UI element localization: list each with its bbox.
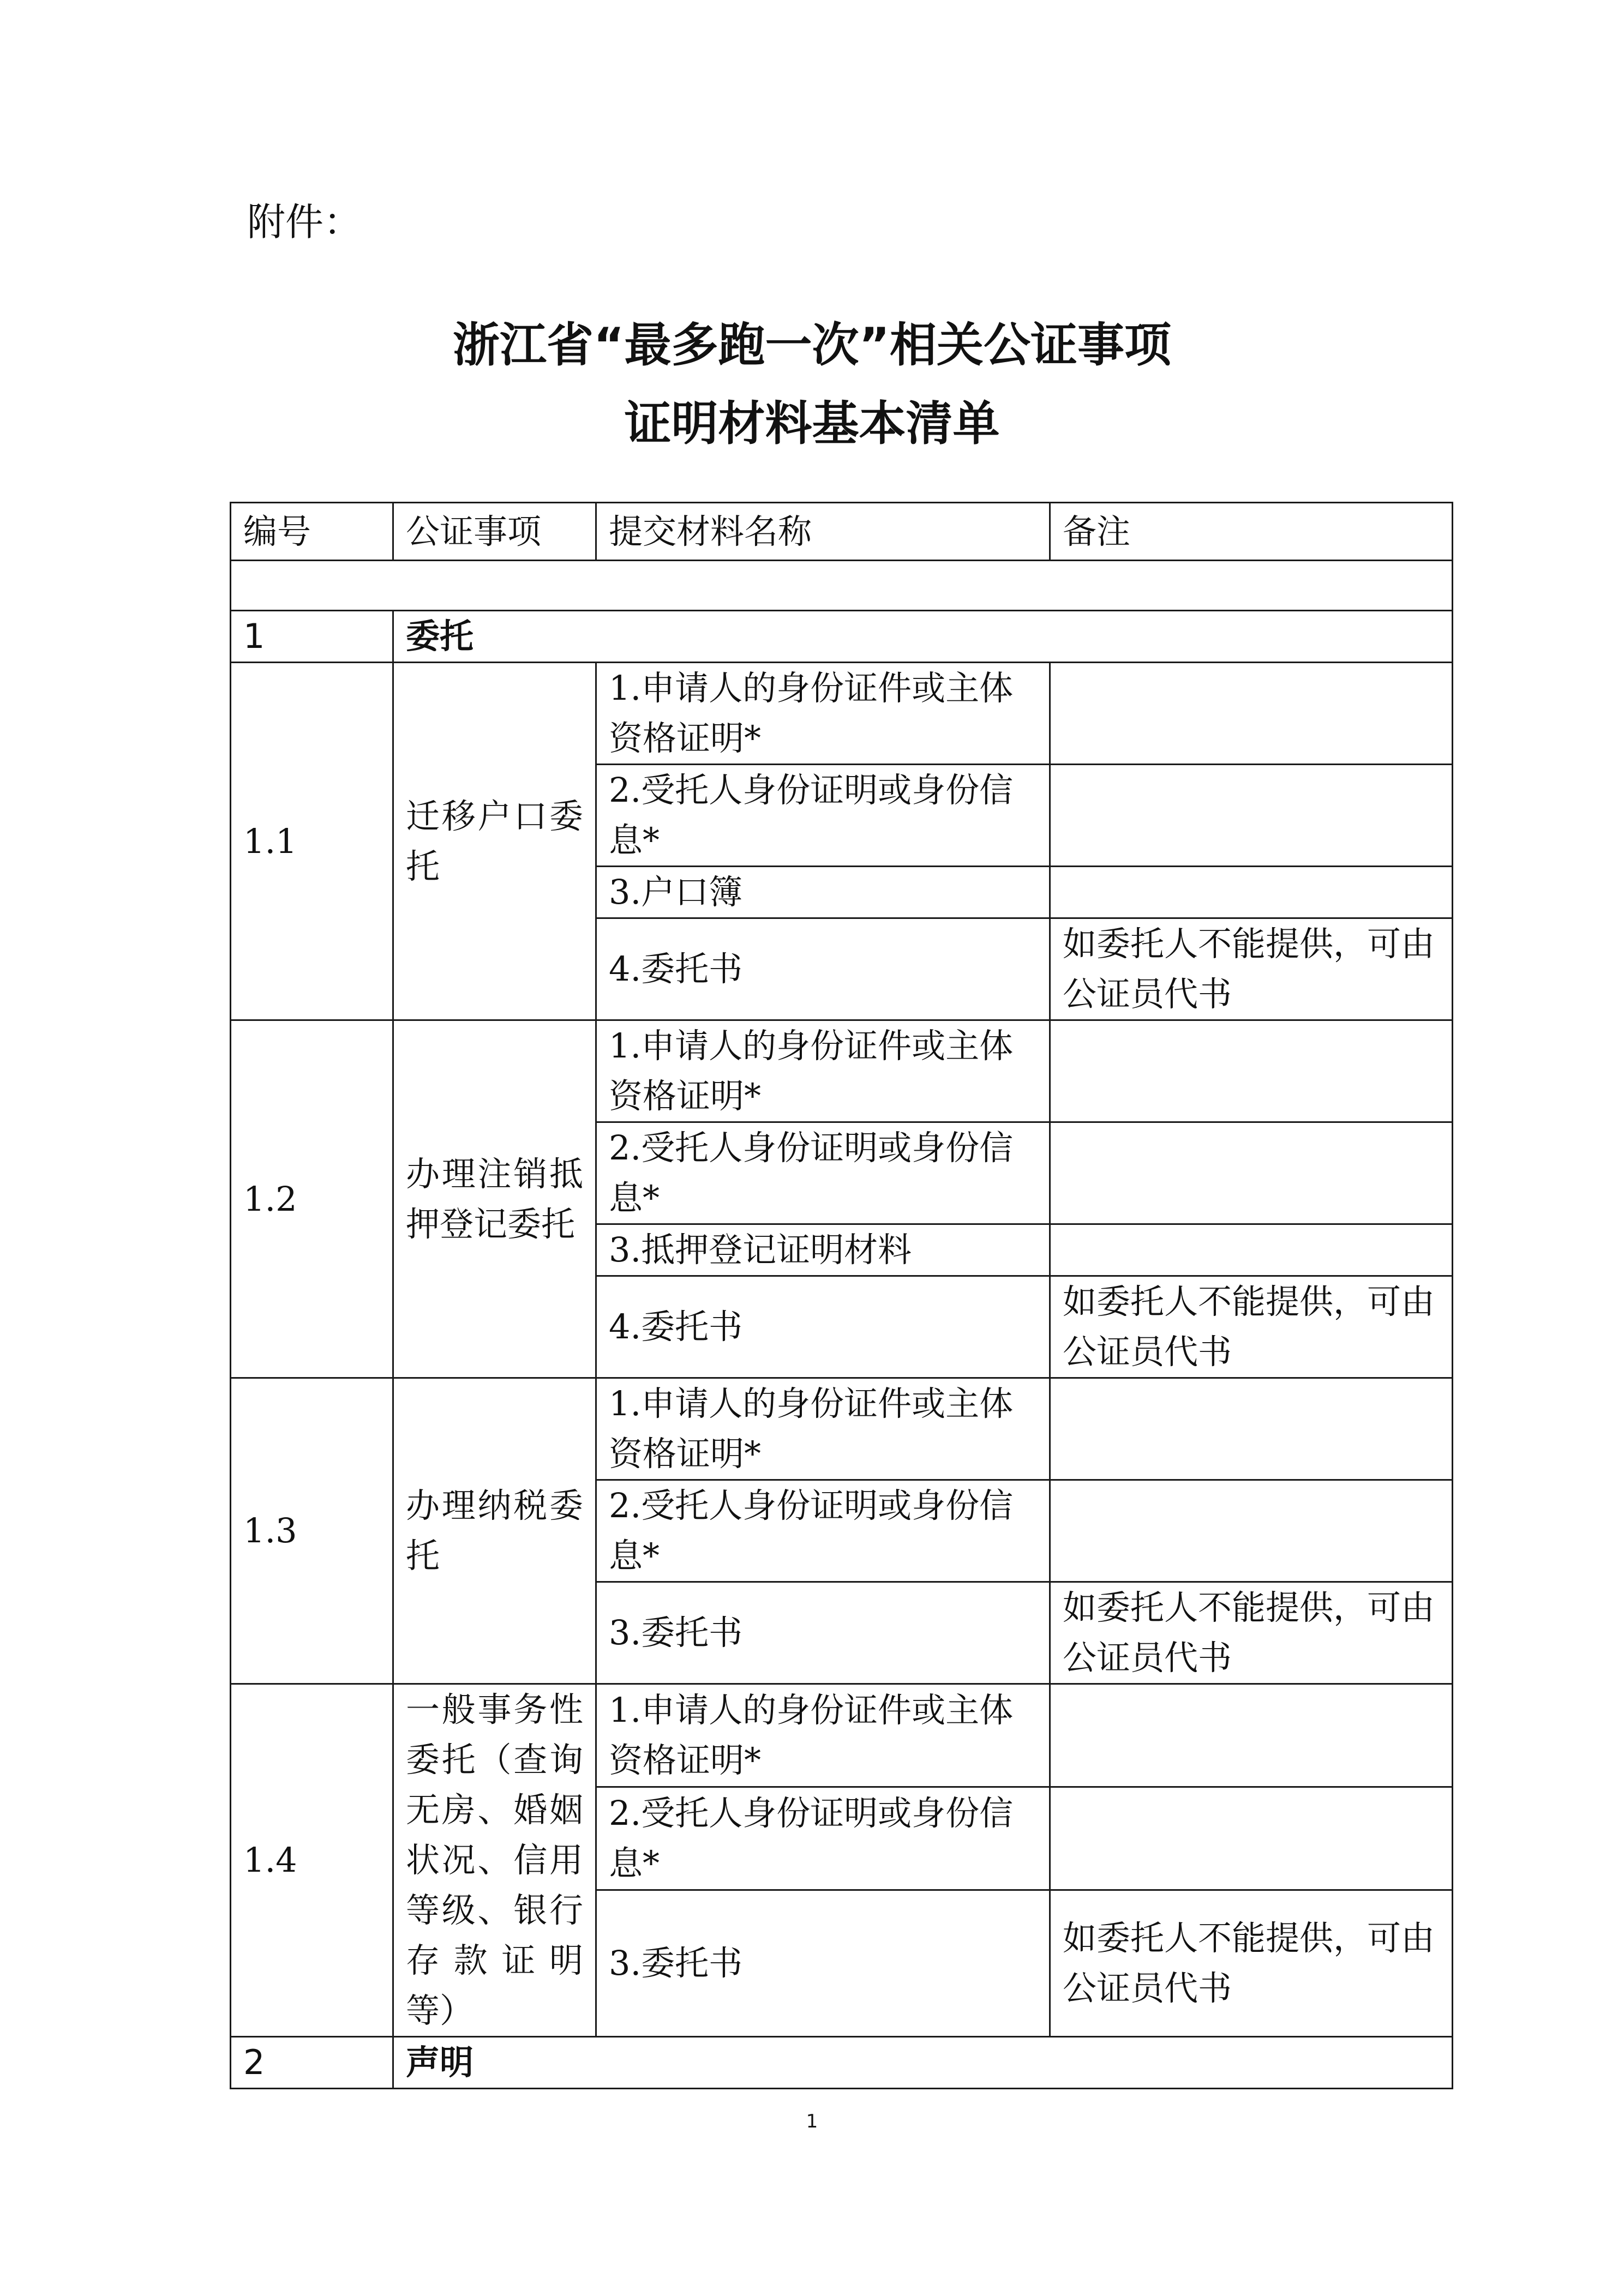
item-matter: 迁移户口委托 xyxy=(393,663,596,1020)
material-name: 3.抵押登记证明材料 xyxy=(596,1224,1050,1276)
material-remark xyxy=(1050,663,1453,765)
item-number: 1.2 xyxy=(231,1020,393,1378)
document-title-line-2: 证明材料基本清单 xyxy=(624,396,1000,451)
material-name: 3.委托书 xyxy=(596,1890,1050,2037)
section-number: 2 xyxy=(231,2037,393,2089)
section-title: 声明 xyxy=(393,2037,1453,2089)
item-matter: 一般事务性委托（查询无房、婚姻状况、信用等级、银行存款证明等） xyxy=(393,1684,596,2037)
item-matter: 办理注销抵押登记委托 xyxy=(393,1020,596,1378)
blank-cell xyxy=(231,561,1453,611)
table-row xyxy=(231,1378,1453,1480)
material-name: 2.受托人身份证明或身份信息* xyxy=(596,1480,1050,1582)
material-name: 2.受托人身份证明或身份信息* xyxy=(596,1122,1050,1224)
material-name: 1.申请人的身份证件或主体资格证明* xyxy=(596,663,1050,765)
section-row xyxy=(231,2037,1453,2089)
material-remark xyxy=(1050,1684,1453,1787)
material-remark: 如委托人不能提供，可由公证员代书 xyxy=(1050,1890,1453,2037)
section-title: 委托 xyxy=(393,611,1453,663)
material-name: 1.申请人的身份证件或主体资格证明* xyxy=(596,1684,1050,1787)
page-number: 1 xyxy=(806,2111,818,2132)
material-name: 1.申请人的身份证件或主体资格证明* xyxy=(596,1020,1050,1122)
table-row xyxy=(231,1020,1453,1122)
material-name: 2.受托人身份证明或身份信息* xyxy=(596,765,1050,867)
material-remark xyxy=(1050,1224,1453,1276)
material-remark xyxy=(1050,1378,1453,1480)
material-name: 4.委托书 xyxy=(596,918,1050,1020)
section-number: 1 xyxy=(231,611,393,663)
item-number: 1.4 xyxy=(231,1684,393,2037)
material-name: 2.受托人身份证明或身份信息* xyxy=(596,1787,1050,1890)
header-remarks: 备注 xyxy=(1050,503,1453,561)
material-remark: 如委托人不能提供，可由公证员代书 xyxy=(1050,1276,1453,1378)
table-row xyxy=(231,1684,1453,1787)
section-row xyxy=(231,611,1453,663)
material-remark xyxy=(1050,765,1453,867)
material-remark xyxy=(1050,867,1453,918)
document-title-line-1: 浙江省“最多跑一次”相关公证事项 xyxy=(452,318,1172,372)
header-materials: 提交材料名称 xyxy=(596,503,1050,561)
materials-table-body xyxy=(231,503,1453,2089)
material-name: 4.委托书 xyxy=(596,1276,1050,1378)
table-header-row xyxy=(231,503,1453,561)
material-name: 3.户口簿 xyxy=(596,867,1050,918)
table-row xyxy=(231,663,1453,765)
item-number: 1.1 xyxy=(231,663,393,1020)
item-matter: 办理纳税委托 xyxy=(393,1378,596,1684)
material-remark xyxy=(1050,1122,1453,1224)
item-number: 1.3 xyxy=(231,1378,393,1684)
material-remark xyxy=(1050,1787,1453,1890)
material-name: 1.申请人的身份证件或主体资格证明* xyxy=(596,1378,1050,1480)
attachment-label: 附件： xyxy=(247,200,362,244)
material-remark: 如委托人不能提供，可由公证员代书 xyxy=(1050,1582,1453,1684)
material-remark xyxy=(1050,1480,1453,1582)
header-matter: 公证事项 xyxy=(393,503,596,561)
material-remark xyxy=(1050,1020,1453,1122)
material-name: 3.委托书 xyxy=(596,1582,1050,1684)
header-no: 编号 xyxy=(231,503,393,561)
material-remark: 如委托人不能提供，可由公证员代书 xyxy=(1050,918,1453,1020)
materials-table xyxy=(230,502,1453,2089)
blank-row xyxy=(231,561,1453,611)
